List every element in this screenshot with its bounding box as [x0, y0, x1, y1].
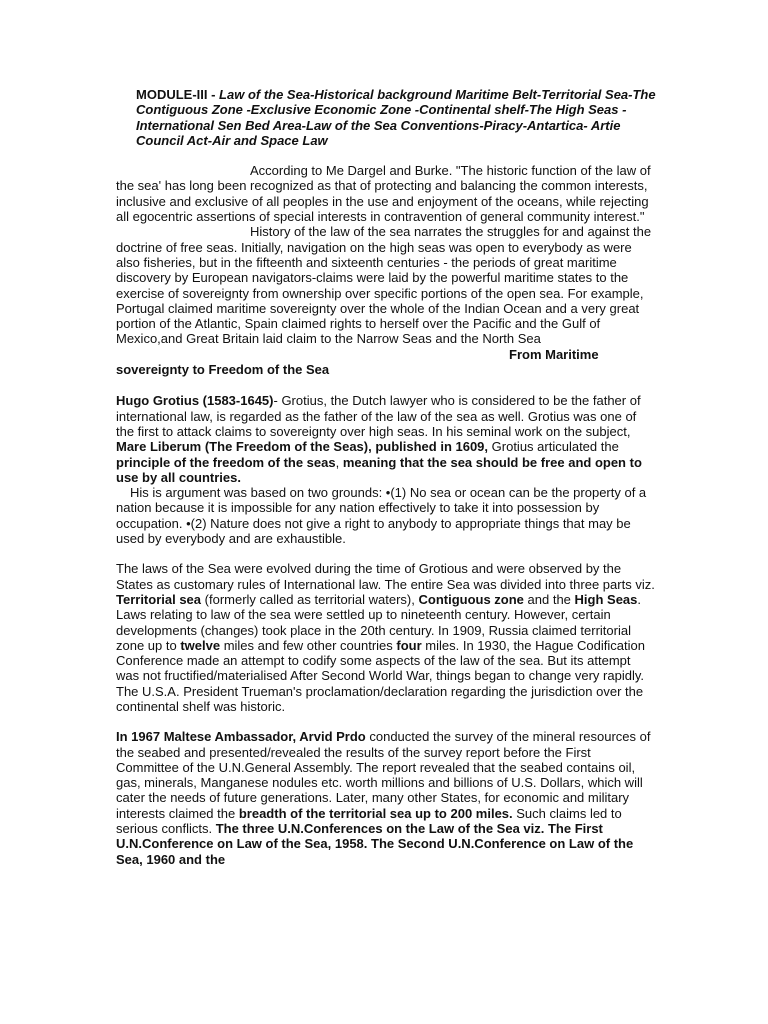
- contiguous-zone: Contiguous zone: [418, 591, 524, 607]
- laws-text-3: and the: [523, 591, 575, 607]
- grotius-text-1: - Grotius, the Dutch lawyer who is considered to be the father of international law, is regarded as the father of the law of the sea as well. Grotius was one of the first to attack claims to sovereignty over high seas. In his seminal work on the subject,: [116, 393, 641, 439]
- laws-text-1: The laws of the Sea were evolved during the time of Grotious and were observed by the States as customary rules of International law. The entire Sea was divided into three parts viz.: [116, 561, 655, 592]
- subheading-line-2: sovereignty to Freedom of the Sea: [116, 362, 330, 378]
- freedom-meaning: meaning that the sea should be free and open to use by all countries.: [116, 454, 642, 485]
- paragraph-grotius: [116, 393, 656, 485]
- paragraph-laws-of-sea: [116, 561, 656, 714]
- grotius-text-3: ,: [335, 454, 343, 470]
- three-un-conferences: The three U.N.Conferences on the Law of the Sea viz. The First U.N.Conference on Law of the Sea, 1958. The Second U.N.Conference on Law of the Sea, 1960 and the: [116, 821, 634, 867]
- document-body: [116, 87, 656, 867]
- high-seas: High Seas: [574, 591, 638, 607]
- paragraph-history: History of the law of the sea narrates the struggles for and against the doctrine of free seas. Initially, navigation on the high seas was open to everybody as were also fisheries, but in the fifteenth and sixteenth centuries - the periods of great maritime discovery by European navigators-claims were laid by the powerful maritime states to the exercise of sovereignty from ownership over specific portions of the open sea. For example, Portugal claimed maritime sovereignty over the whole of the Indian Ocean and a very great portion of the Atlantic, Spain claimed rights to herself over the Pacific and the Gulf of Mexico,and Great Britain laid claim to the Narrow Seas and the North Sea: [116, 224, 652, 347]
- paragraph-grounds: His is argument was based on two grounds: •(1) No sea or ocean can be the property of a nation because it is impossible for any nation effectively to take it into possession by occupation. •(2) Nature does not give a right to anybody to appropriate things that may be used by everybody and are exhaustible.: [116, 485, 647, 547]
- four-miles: four: [396, 637, 422, 653]
- maltese-text-2: Such claims led to serious conflicts.: [116, 805, 622, 837]
- freedom-principle: principle of the freedom of the seas: [116, 454, 336, 470]
- territorial-sea: Territorial sea: [116, 591, 202, 607]
- laws-text-4: . Laws relating to law of the sea were settled up to nineteenth century. However, certain developments (changes) took place in the 20th century. In 1909, Russia claimed territorial zone up to: [116, 591, 642, 653]
- module-label: MODULE-III -: [136, 87, 220, 102]
- paragraph-dargel-burke: According to Me Dargel and Burke. "The historic function of the law of the sea' has long been recognized as that of protecting and balancing the common interests, inclusive and exclusive of all peoples in the use and enjoyment of the oceans, while rejecting all egocentric assertions of special interests in contravention of general community interest.": [116, 163, 651, 225]
- grotius-name: Hugo Grotius (1583-1645): [116, 393, 274, 409]
- mare-liberum: Mare Liberum (The Freedom of the Seas), published in 1609,: [116, 439, 489, 455]
- breadth-territorial-sea: breadth of the territorial sea up to 200 miles.: [238, 805, 513, 821]
- maltese-text-1: conducted the survey of the mineral resources of the seabed and presented/revealed the results of the survey report before the First Committee of the U.N.General Assembly. The report revealed that the seabed contains oil, gas, minerals, Manganese nodules etc. worth millions and billions of U.S. Dollars, which will cater the needs of future generations. Later, many other States, for economic and military interests claimed the: [116, 729, 651, 821]
- module-title: Law of the Sea-Historical background Maritime Belt-Territorial Sea-The Contiguous Zone -Exclusive Economic Zone -Continental shelf-The High Seas -International Sen Bed Area-Law of the Sea Conventions-Piracy-Antartica- Artie Council Act-Air and Space Law: [136, 87, 656, 148]
- twelve-miles: twelve: [180, 637, 221, 653]
- maltese-ambassador: In 1967 Maltese Ambassador, Arvid Prdo: [116, 729, 366, 745]
- laws-text-6: miles. In 1930, the Hague Codification Conference made an attempt to codify some aspects of the law of the sea. But its attempt was not fructified/materialised After Second World War, things began to change very rapidly. The U.S.A. President Trueman's proclamation/declaration regarding the jurisdiction over the continental shelf was historic.: [116, 637, 645, 714]
- subheading-line-1: From Maritime: [509, 346, 599, 362]
- paragraph-maltese-ambassador: [116, 729, 656, 867]
- laws-text-2: (formerly called as territorial waters),: [201, 591, 419, 607]
- grotius-text-2: Grotius articulated the: [488, 439, 619, 455]
- module-heading: [116, 87, 656, 148]
- laws-text-5: miles and few other countries: [220, 637, 397, 653]
